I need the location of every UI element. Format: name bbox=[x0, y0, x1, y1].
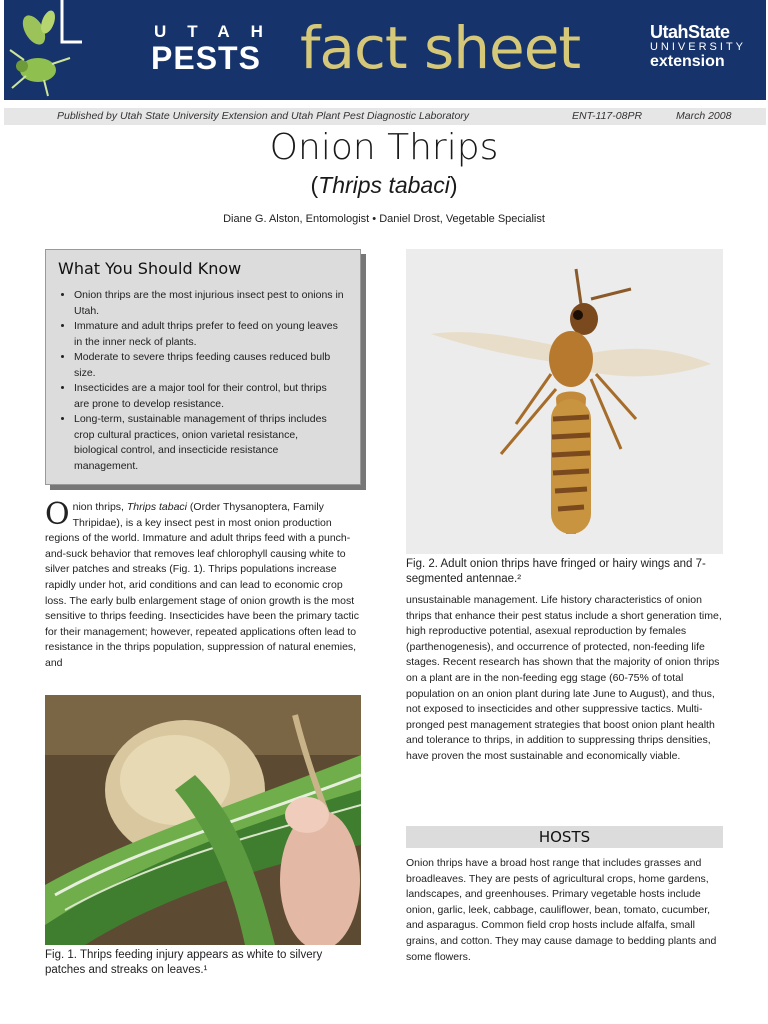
intro-lead: nion thrips, bbox=[72, 501, 127, 513]
onion-leaf-photo-icon bbox=[45, 695, 361, 945]
header-banner bbox=[4, 0, 766, 100]
hosts-heading: HOSTS bbox=[406, 826, 723, 848]
publication-date: March 2008 bbox=[676, 110, 732, 122]
publisher-text: Published by Utah State University Extension and Utah Plant Pest Diagnostic Laboratory bbox=[57, 110, 470, 122]
insect-logo-icon bbox=[4, 0, 82, 100]
usu-line2: UNIVERSITY bbox=[649, 41, 746, 53]
know-heading: What You Should Know bbox=[58, 259, 242, 278]
know-item: • Moderate to severe thrips feeding causes reduced bulb size. bbox=[74, 350, 344, 381]
figure-1-photo bbox=[45, 695, 361, 945]
usu-line1: UtahState bbox=[649, 22, 730, 42]
intro-paragraph bbox=[45, 497, 361, 672]
hosts-paragraph: Onion thrips have a broad host range that includes grasses and broadleaves. They are pests of agricultural crops, home gardens, landscapes, and greenhouses. Primary vegetable hosts include onion, garlic, leek, cabbage, cauliflower, bean, tomato, cucumber, and asparagus. Common field crop hosts include alfalfa, small grains, and cotton. They may cause damage to bedding plants and some flowers. bbox=[406, 857, 717, 963]
page-subtitle bbox=[0, 172, 768, 199]
brand-utah: UTAH bbox=[154, 22, 284, 41]
know-item: • Long-term, sustainable management of thrips includes crop cultural practices, onion varietal resistance, biological control, and insecticide resistance management. bbox=[74, 412, 344, 474]
figure-1-caption: Fig. 1. Thrips feeding injury appears as white to silvery patches and streaks on leaves.¹ bbox=[45, 949, 323, 976]
figure-2-photo bbox=[406, 249, 723, 554]
publication-code: ENT-117-08PR bbox=[572, 110, 643, 122]
usu-extension-logo bbox=[650, 22, 746, 71]
intro-rest: (Order Thysanoptera, Family Thripidae), is a key insect pest in most onion production regions of the world. Immature and adult thrips feed with a punch-and-suck behavior that removes leaf chlorophyll causing white to silver patches and streaks (Fig. 1). Thrips populations increase rapidly under hot, arid conditions and can lead to economic crop loss. The early bulb enlargement stage of onion growth is the most sensitive to thrips feeding. Insecticides have been the primary tactic for their management; however, repeated applications often lead to resistance in the thrips population, suppression of natural enemies, and bbox=[45, 501, 359, 669]
what-you-should-know-box bbox=[45, 249, 361, 485]
publication-bar bbox=[4, 108, 766, 125]
brand-fact-sheet: fact sheet bbox=[300, 14, 581, 82]
drop-cap: O bbox=[45, 497, 70, 532]
subtitle-open: ( bbox=[310, 172, 319, 198]
know-item: • Onion thrips are the most injurious insect pest to onions in Utah. bbox=[74, 288, 344, 319]
continued-paragraph: unsustainable management. Life history characteristics of onion thrips that enhance their pest status include a short generation time, high reproductive potential, asexual reproduction by females (parthenogenesis), and occurrence of protected, non-feeding life stages. Recent research has shown that the majority of onion thrips on a plant are in the non-feeding egg stage (60-75% of total population on an onion plant during late June to August), and thus, not exposed to insecticides and other suppressive tactics. Multi-pronged pest management strategies that boost onion plant health and tolerance to thrips, in addition to suppressing thrips densities, have proven the most sustainable and economically viable. bbox=[406, 594, 722, 762]
usu-line3: extension bbox=[649, 53, 725, 70]
brand-pests: PESTS bbox=[151, 40, 261, 76]
intro-species: Thrips tabaci bbox=[126, 501, 187, 513]
know-item: • Immature and adult thrips prefer to feed on young leaves in the inner neck of plants. bbox=[74, 319, 344, 350]
know-item: • Insecticides are a major tool for their control, but thrips are prone to develop resistance. bbox=[74, 381, 344, 412]
authors-line: Diane G. Alston, Entomologist • Daniel Drost, Vegetable Specialist bbox=[223, 213, 545, 225]
subtitle-close: ) bbox=[449, 172, 458, 198]
know-list bbox=[62, 288, 344, 474]
thrips-insect-photo-icon bbox=[406, 249, 723, 554]
figure-2-caption: Fig. 2. Adult onion thrips have fringed or hairy wings and 7-segmented antennae.² bbox=[406, 558, 706, 585]
page-title: Onion Thrips bbox=[269, 127, 499, 168]
subtitle-species: Thrips tabaci bbox=[318, 172, 450, 198]
